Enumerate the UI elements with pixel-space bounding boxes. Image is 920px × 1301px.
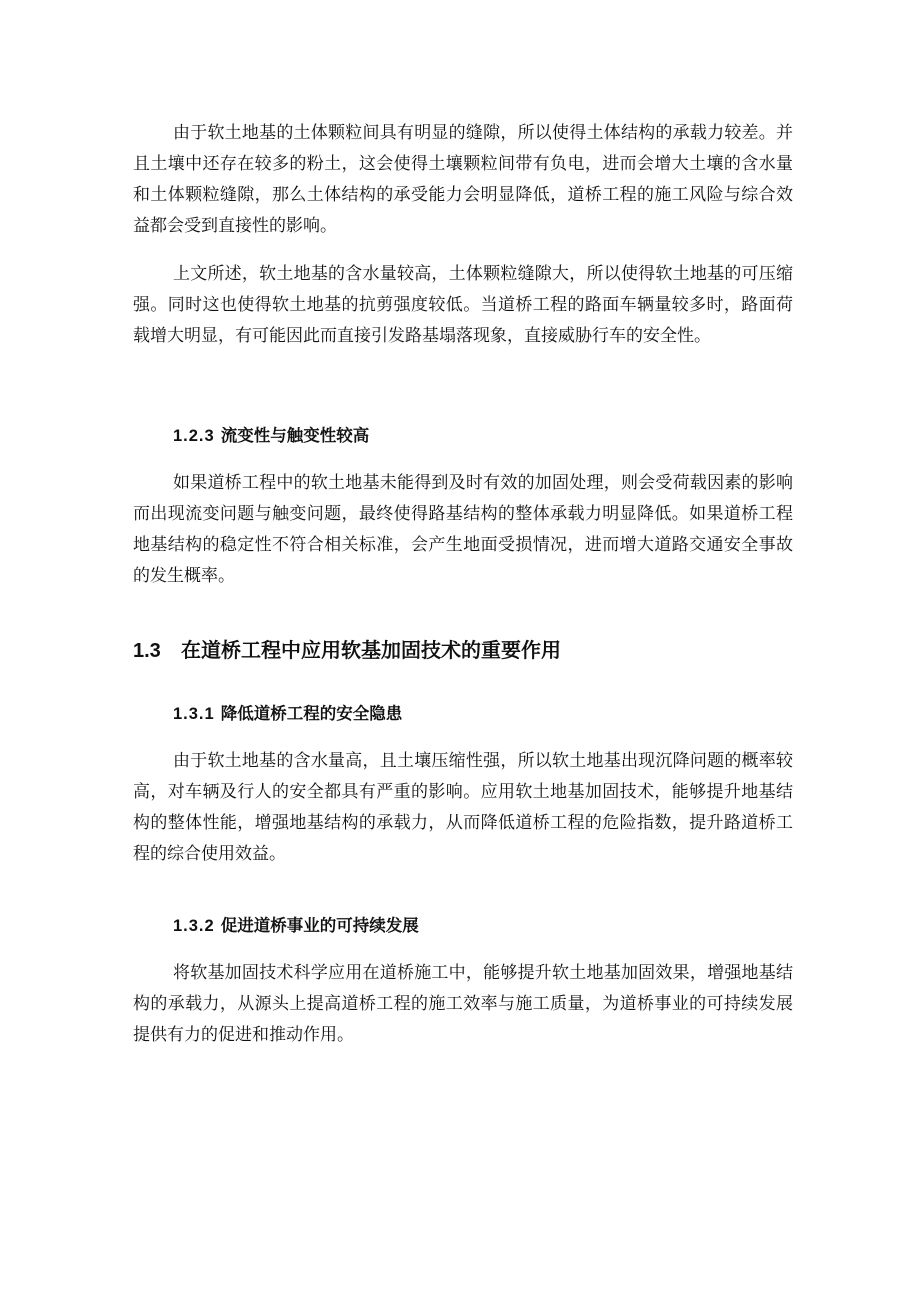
subheading-text: 促进道桥事业的可持续发展	[220, 916, 419, 935]
subheading-number: 1.2.3	[173, 427, 215, 445]
subheading-1-3-1	[173, 702, 402, 726]
paragraph-soil-gaps: 由于软土地基的土体颗粒间具有明显的缝隙，所以使得土体结构的承载力较差。并且土壤中还存在较多的粉土，这会使得土壤颗粒间带有负电，进而会增大土壤的含水量和土体颗粒缝隙，那么土体结构的承受能力会明显降低，道桥工程的施工风险与综合效益都会受到直接性的影响。	[133, 123, 793, 236]
section-title: 在道桥工程中应用软基加固技术的重要作用	[181, 638, 561, 662]
subheading-text: 流变性与触变性较高	[220, 426, 370, 445]
section-heading-1-3	[133, 636, 561, 665]
subheading-text: 降低道桥工程的安全隐患	[220, 704, 403, 723]
subheading-number: 1.3.2	[173, 917, 215, 935]
paragraph-sustainable: 将软基加固技术科学应用在道桥施工中，能够提升软土地基加固效果，增强地基结构的承载力，从源头上提高道桥工程的施工效率与施工质量，为道桥事业的可持续发展提供有力的促进和推动作用。	[133, 963, 793, 1045]
section-number: 1.3	[133, 640, 161, 662]
subheading-1-2-3	[173, 424, 369, 448]
paragraph-compressibility: 上文所述，软土地基的含水量较高，土体颗粒缝隙大，所以使得软土地基的可压缩强。同时这也使得软土地基的抗剪强度较低。当道桥工程的路面车辆量较多时，路面荷载增大明显，有可能因此而直接引发路基塌落现象，直接威胁行车的安全性。	[133, 264, 793, 346]
paragraph-safety: 由于软土地基的含水量高，且土壤压缩性强，所以软土地基出现沉降问题的概率较高，对车辆及行人的安全都具有严重的影响。应用软土地基加固技术，能够提升地基结构的整体性能，增强地基结构的承载力，从而降低道桥工程的危险指数，提升路道桥工程的综合使用效益。	[133, 751, 793, 864]
subheading-1-3-2	[173, 914, 419, 938]
subheading-number: 1.3.1	[173, 705, 215, 723]
paragraph-rheology: 如果道桥工程中的软土地基未能得到及时有效的加固处理，则会受荷载因素的影响而出现流变问题与触变问题，最终使得路基结构的整体承载力明显降低。如果道桥工程地基结构的稳定性不符合相关标准，会产生地面受损情况，进而增大道路交通安全事故的发生概率。	[133, 473, 793, 586]
